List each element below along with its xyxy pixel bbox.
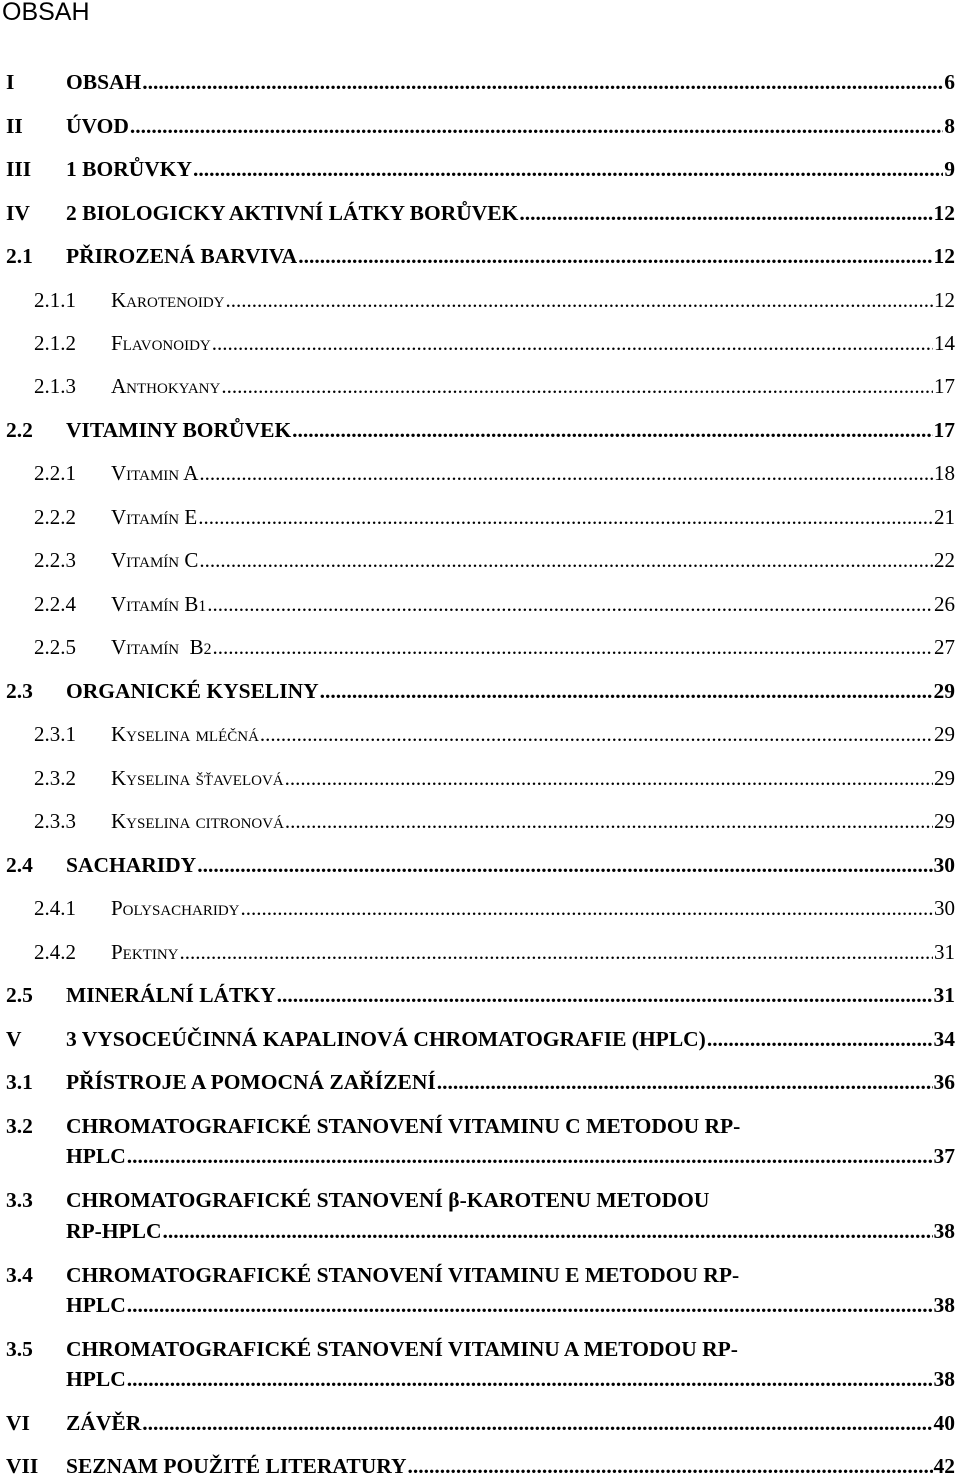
toc-page: 18 bbox=[934, 461, 955, 485]
page-title: OBSAH bbox=[2, 0, 90, 26]
toc-page: 29 bbox=[934, 809, 955, 833]
toc-number: 2.2.2 bbox=[34, 505, 76, 529]
toc-title: Flavonoidy bbox=[111, 331, 211, 355]
toc-leader bbox=[193, 154, 943, 184]
toc-leader bbox=[519, 198, 932, 228]
toc-title: Kyselina šťavelová bbox=[111, 766, 284, 790]
toc-title: VITAMINY BORŮVEK bbox=[66, 418, 292, 442]
toc-leader bbox=[285, 763, 933, 793]
toc-number: 2.3.1 bbox=[34, 722, 76, 746]
toc-title-line1: CHROMATOGRAFICKÉ STANOVENÍ VITAMINU C METODOU RP- bbox=[66, 1114, 741, 1138]
toc-title: Karotenoidy bbox=[111, 288, 225, 312]
toc-entry[interactable] bbox=[0, 458, 955, 488]
toc-entry[interactable] bbox=[0, 371, 955, 401]
toc-title: HPLC bbox=[66, 1144, 126, 1168]
toc-leader bbox=[197, 850, 932, 880]
toc-leader bbox=[292, 415, 932, 445]
toc-page: 14 bbox=[934, 331, 955, 355]
toc-entry[interactable] bbox=[0, 1334, 955, 1364]
toc-leader bbox=[163, 1216, 933, 1246]
toc-title: ZÁVĚR bbox=[66, 1411, 142, 1435]
toc-page: 37 bbox=[933, 1144, 955, 1168]
toc-leader bbox=[130, 111, 943, 141]
toc-title: Vitamín E bbox=[111, 505, 198, 529]
toc-entry[interactable] bbox=[0, 632, 955, 662]
toc-number: VI bbox=[6, 1411, 30, 1435]
toc-number: II bbox=[6, 114, 23, 138]
toc-page: 29 bbox=[934, 766, 955, 790]
toc-page: 22 bbox=[934, 548, 955, 572]
toc-page: 40 bbox=[933, 1411, 955, 1435]
toc-entry[interactable] bbox=[0, 1111, 955, 1141]
toc-title-line1: CHROMATOGRAFICKÉ STANOVENÍ β-KAROTENU METODOU bbox=[66, 1188, 710, 1212]
toc-title: Pektiny bbox=[111, 940, 179, 964]
toc-leader bbox=[707, 1024, 933, 1054]
toc-page: 30 bbox=[933, 853, 955, 877]
toc-entry[interactable] bbox=[0, 67, 955, 97]
toc-title-line1: CHROMATOGRAFICKÉ STANOVENÍ VITAMINU A METODOU RP- bbox=[66, 1337, 738, 1361]
toc-number: 2.1.2 bbox=[34, 331, 76, 355]
toc-entry[interactable] bbox=[0, 1024, 955, 1054]
toc-subscript: 2 bbox=[203, 641, 212, 658]
toc-entry-continuation[interactable] bbox=[0, 1216, 955, 1246]
toc-title: SACHARIDY bbox=[66, 853, 197, 877]
toc-leader bbox=[437, 1067, 933, 1097]
toc-entry[interactable] bbox=[0, 763, 955, 793]
toc-number: 3.2 bbox=[6, 1114, 33, 1138]
toc-page: 12 bbox=[933, 201, 955, 225]
toc-leader bbox=[408, 1451, 933, 1481]
toc-leader bbox=[285, 806, 933, 836]
toc-page: 12 bbox=[934, 288, 955, 312]
toc-page: 29 bbox=[933, 679, 955, 703]
toc-leader bbox=[127, 1290, 933, 1320]
toc-number: V bbox=[6, 1027, 22, 1051]
toc-leader bbox=[241, 893, 933, 923]
toc-page: 34 bbox=[933, 1027, 955, 1051]
toc-title: Vitamin A bbox=[111, 461, 199, 485]
toc-leader bbox=[320, 676, 933, 706]
toc-entry[interactable] bbox=[0, 676, 955, 706]
toc-leader bbox=[212, 328, 933, 358]
toc-number: IV bbox=[6, 201, 30, 225]
toc-entry[interactable] bbox=[0, 111, 955, 141]
toc-number: 2.3 bbox=[6, 679, 33, 703]
toc-entry[interactable] bbox=[0, 154, 955, 184]
toc-leader bbox=[142, 67, 943, 97]
toc-number: 2.1.1 bbox=[34, 288, 76, 312]
toc-page: 29 bbox=[934, 722, 955, 746]
toc-entry[interactable] bbox=[0, 328, 955, 358]
toc-entry[interactable] bbox=[0, 285, 955, 315]
toc-number: 2.2.3 bbox=[34, 548, 76, 572]
toc-entry-continuation[interactable] bbox=[0, 1364, 955, 1394]
toc-title: Vitamín B bbox=[111, 635, 204, 659]
toc-entry[interactable] bbox=[0, 1185, 955, 1215]
toc-entry[interactable] bbox=[0, 1067, 955, 1097]
toc-number: 2.3.2 bbox=[34, 766, 76, 790]
toc-number: 3.5 bbox=[6, 1337, 33, 1361]
toc-title: Polysacharidy bbox=[111, 896, 240, 920]
toc-title: Vitamín B bbox=[111, 592, 199, 616]
toc-title: ÚVOD bbox=[66, 114, 129, 138]
toc-page: 6 bbox=[944, 70, 955, 94]
toc-number: 2.4 bbox=[6, 853, 33, 877]
toc-leader bbox=[298, 241, 932, 271]
toc-number: 2.2.4 bbox=[34, 592, 76, 616]
toc-leader bbox=[142, 1408, 932, 1438]
toc-page: 17 bbox=[933, 418, 955, 442]
toc-leader bbox=[198, 502, 933, 532]
toc-number: 3.3 bbox=[6, 1188, 33, 1212]
toc-title: Vitamín C bbox=[111, 548, 199, 572]
toc-title: Anthokyany bbox=[111, 374, 221, 398]
toc-title: PŘÍSTROJE A POMOCNÁ ZAŘÍZENÍ bbox=[66, 1070, 436, 1094]
toc-number: 2.4.2 bbox=[34, 940, 76, 964]
toc-number: III bbox=[6, 157, 32, 181]
toc-entry[interactable] bbox=[0, 415, 955, 445]
toc-leader bbox=[277, 980, 933, 1010]
toc-leader bbox=[226, 285, 934, 315]
toc-page: 30 bbox=[934, 896, 955, 920]
toc-page: 26 bbox=[934, 592, 955, 616]
toc-page: 31 bbox=[933, 983, 955, 1007]
toc-leader bbox=[180, 937, 934, 967]
toc-entry[interactable] bbox=[0, 937, 955, 967]
toc-leader bbox=[260, 719, 933, 749]
toc-number: I bbox=[6, 70, 15, 94]
toc-entry-continuation[interactable] bbox=[0, 1290, 955, 1320]
toc-title: ORGANICKÉ KYSELINY bbox=[66, 679, 319, 703]
toc-number: 3.1 bbox=[6, 1070, 33, 1094]
toc-page: 38 bbox=[933, 1367, 955, 1391]
toc-entry[interactable] bbox=[0, 589, 955, 619]
toc-leader bbox=[221, 371, 933, 401]
toc-subscript: 1 bbox=[198, 598, 207, 615]
toc-page: 36 bbox=[933, 1070, 955, 1094]
toc-entry[interactable] bbox=[0, 980, 955, 1010]
toc-number: 2.2 bbox=[6, 418, 33, 442]
toc-page: 8 bbox=[944, 114, 955, 138]
toc-number: 2.2.5 bbox=[34, 635, 76, 659]
toc-title: MINERÁLNÍ LÁTKY bbox=[66, 983, 276, 1007]
toc-page: 17 bbox=[934, 374, 955, 398]
toc-page: 12 bbox=[933, 244, 955, 268]
toc-entry[interactable] bbox=[0, 1408, 955, 1438]
toc-title: 3 VYSOCEÚČINNÁ KAPALINOVÁ CHROMATOGRAFIE (HPLC) bbox=[66, 1027, 706, 1051]
toc-page: 31 bbox=[934, 940, 955, 964]
toc-entry[interactable] bbox=[0, 850, 955, 880]
toc-number: 2.3.3 bbox=[34, 809, 76, 833]
toc-entry[interactable] bbox=[0, 893, 955, 923]
toc-number: 2.1 bbox=[6, 244, 33, 268]
toc-leader bbox=[199, 458, 933, 488]
toc-number: 2.1.3 bbox=[34, 374, 76, 398]
toc-title: SEZNAM POUŽITÉ LITERATURY bbox=[66, 1454, 407, 1478]
toc-title: Kyselina mléčná bbox=[111, 722, 259, 746]
toc-leader bbox=[199, 545, 933, 575]
toc-page: 9 bbox=[944, 157, 955, 181]
toc-entry[interactable] bbox=[0, 719, 955, 749]
toc-page: 21 bbox=[934, 505, 955, 529]
toc-number: 2.5 bbox=[6, 983, 33, 1007]
toc-title-line1: CHROMATOGRAFICKÉ STANOVENÍ VITAMINU E METODOU RP- bbox=[66, 1263, 740, 1287]
toc-title: 1 BORŮVKY bbox=[66, 157, 193, 181]
toc-number: VII bbox=[6, 1454, 39, 1478]
toc-entry[interactable] bbox=[0, 806, 955, 836]
toc-number: 2.2.1 bbox=[34, 461, 76, 485]
toc-leader bbox=[127, 1141, 933, 1171]
toc-leader bbox=[127, 1364, 933, 1394]
toc-page: 42 bbox=[933, 1454, 955, 1478]
toc-title: HPLC bbox=[66, 1367, 126, 1391]
toc-page: 38 bbox=[933, 1219, 955, 1243]
toc-title: 2 BIOLOGICKY AKTIVNÍ LÁTKY BORŮVEK bbox=[66, 201, 519, 225]
toc-entry[interactable] bbox=[0, 241, 955, 271]
toc-entry[interactable] bbox=[0, 545, 955, 575]
toc-entry[interactable] bbox=[0, 1260, 955, 1290]
toc-title: HPLC bbox=[66, 1293, 126, 1317]
toc-entry[interactable] bbox=[0, 502, 955, 532]
toc-title: PŘIROZENÁ BARVIVA bbox=[66, 244, 298, 268]
toc-leader bbox=[213, 632, 933, 662]
toc-entry[interactable] bbox=[0, 198, 955, 228]
toc-entry-continuation[interactable] bbox=[0, 1141, 955, 1171]
toc-leader bbox=[207, 589, 933, 619]
toc-number: 2.4.1 bbox=[34, 896, 76, 920]
toc-page: 38 bbox=[933, 1293, 955, 1317]
toc-page: 27 bbox=[934, 635, 955, 659]
toc-entry[interactable] bbox=[0, 1451, 955, 1481]
toc-title: RP-HPLC bbox=[66, 1219, 162, 1243]
toc-number: 3.4 bbox=[6, 1263, 33, 1287]
toc-title: OBSAH bbox=[66, 70, 142, 94]
toc-title: Kyselina citronová bbox=[111, 809, 284, 833]
